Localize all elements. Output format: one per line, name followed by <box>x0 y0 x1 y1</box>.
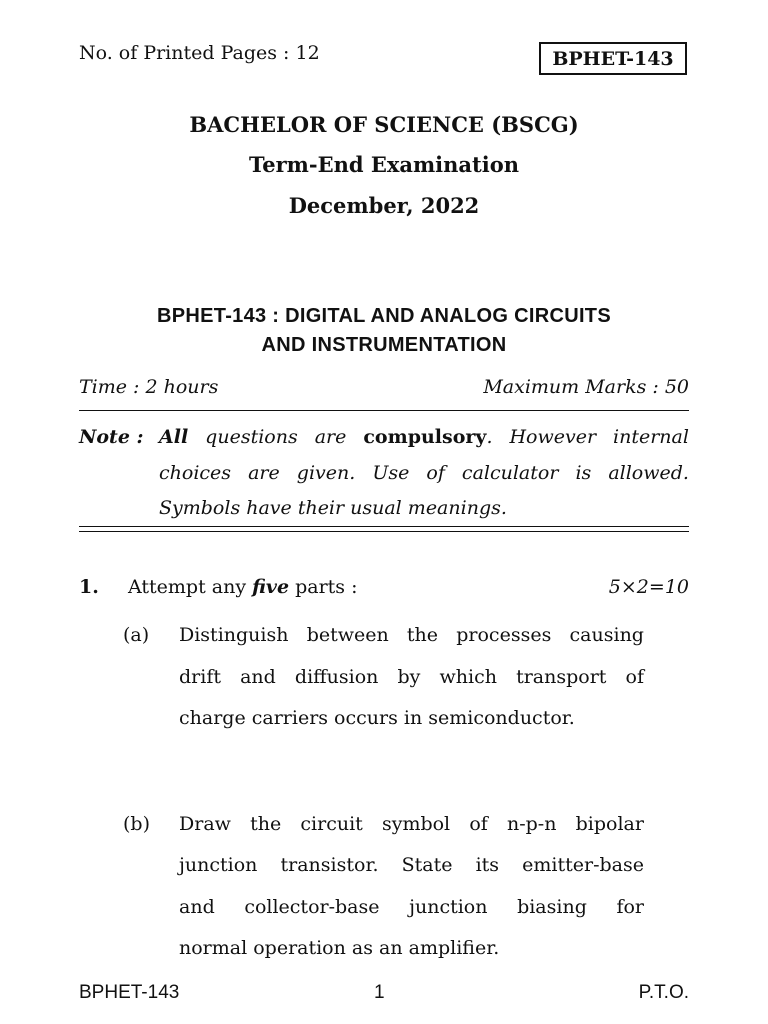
note-word: is <box>575 462 592 484</box>
word: processes <box>456 624 552 646</box>
part-b-line-3 <box>179 896 644 918</box>
word: transistor. <box>280 854 379 876</box>
part-b-line-1 <box>179 813 644 835</box>
word: causing <box>569 624 644 646</box>
degree-title: BACHELOR OF SCIENCE (BSCG) <box>189 112 579 137</box>
time-allowed: Time : 2 hours <box>79 376 219 398</box>
divider-rule <box>79 410 689 411</box>
note-punctuation: . <box>486 426 493 448</box>
part-a-line-1 <box>179 624 644 646</box>
word: Draw <box>179 813 231 835</box>
word: junction <box>409 896 488 918</box>
note-word: calculator <box>461 462 559 484</box>
note-word: are <box>314 426 347 448</box>
double-rule-top <box>79 526 689 527</box>
note-word <box>363 426 492 448</box>
part-a-line-3: charge carriers occurs in semiconductor. <box>179 707 575 729</box>
note-word: of <box>426 462 445 484</box>
word: emitter-base <box>522 854 644 876</box>
question-number: 1. <box>79 576 99 598</box>
note-word: given. <box>296 462 356 484</box>
footer-pto: P.T.O. <box>638 982 689 1003</box>
word: the <box>250 813 282 835</box>
note-line-2 <box>159 462 689 484</box>
word: by <box>397 666 421 688</box>
maximum-marks: Maximum Marks : 50 <box>483 376 689 398</box>
word: transport <box>516 666 607 688</box>
note-word: internal <box>613 426 689 448</box>
word: the <box>406 624 439 646</box>
word: collector-base <box>244 896 380 918</box>
instruction-emphasis: five <box>252 576 290 598</box>
word: biasing <box>517 896 587 918</box>
note-word: allowed. <box>608 462 689 484</box>
note-label: Note : <box>79 426 144 448</box>
note-emphasis: compulsory <box>363 426 487 448</box>
word: diffusion <box>294 666 379 688</box>
printed-pages-count: No. of Printed Pages : 12 <box>79 42 320 64</box>
paper-code-box: BPHET-143 <box>539 42 687 75</box>
course-title-line-1: BPHET-143 : DIGITAL AND ANALOG CIRCUITS <box>157 305 611 327</box>
instruction-text: Attempt any <box>128 576 253 598</box>
note-word: are <box>248 462 280 484</box>
word: for <box>616 896 644 918</box>
word: which <box>439 666 497 688</box>
note-word: questions <box>205 426 298 448</box>
note-word: All <box>159 426 189 448</box>
word: and <box>179 896 215 918</box>
word: n-p-n <box>506 813 557 835</box>
double-rule-bottom <box>79 531 689 532</box>
word: circuit <box>300 813 363 835</box>
word: symbol <box>381 813 451 835</box>
note-word: Use <box>372 462 410 484</box>
part-b-line-4: normal operation as an amplifier. <box>179 937 500 959</box>
part-label-b: (b) <box>123 813 150 835</box>
footer-paper-code: BPHET-143 <box>79 982 180 1003</box>
exam-title: Term-End Examination <box>248 152 519 177</box>
word: and <box>240 666 276 688</box>
part-label-a: (a) <box>123 624 150 646</box>
part-a-line-2 <box>179 666 644 688</box>
note-word: However <box>509 426 597 448</box>
word: of <box>469 813 488 835</box>
word: of <box>625 666 644 688</box>
word: bipolar <box>575 813 644 835</box>
word: State <box>401 854 453 876</box>
course-title-line-2: AND INSTRUMENTATION <box>261 334 507 356</box>
word: between <box>306 624 389 646</box>
instruction-text: parts : <box>289 576 358 598</box>
question-instruction <box>128 576 358 598</box>
note-word: choices <box>159 462 232 484</box>
word: Distinguish <box>179 624 289 646</box>
exam-date: December, 2022 <box>288 193 480 218</box>
note-line-1 <box>159 426 689 448</box>
word: junction <box>179 854 258 876</box>
word: drift <box>179 666 221 688</box>
word: its <box>475 854 500 876</box>
part-b-line-2 <box>179 854 644 876</box>
note-line-3: Symbols have their usual meanings. <box>159 497 507 519</box>
footer-page-number: 1 <box>374 982 385 1003</box>
question-marks: 5×2=10 <box>608 576 689 598</box>
